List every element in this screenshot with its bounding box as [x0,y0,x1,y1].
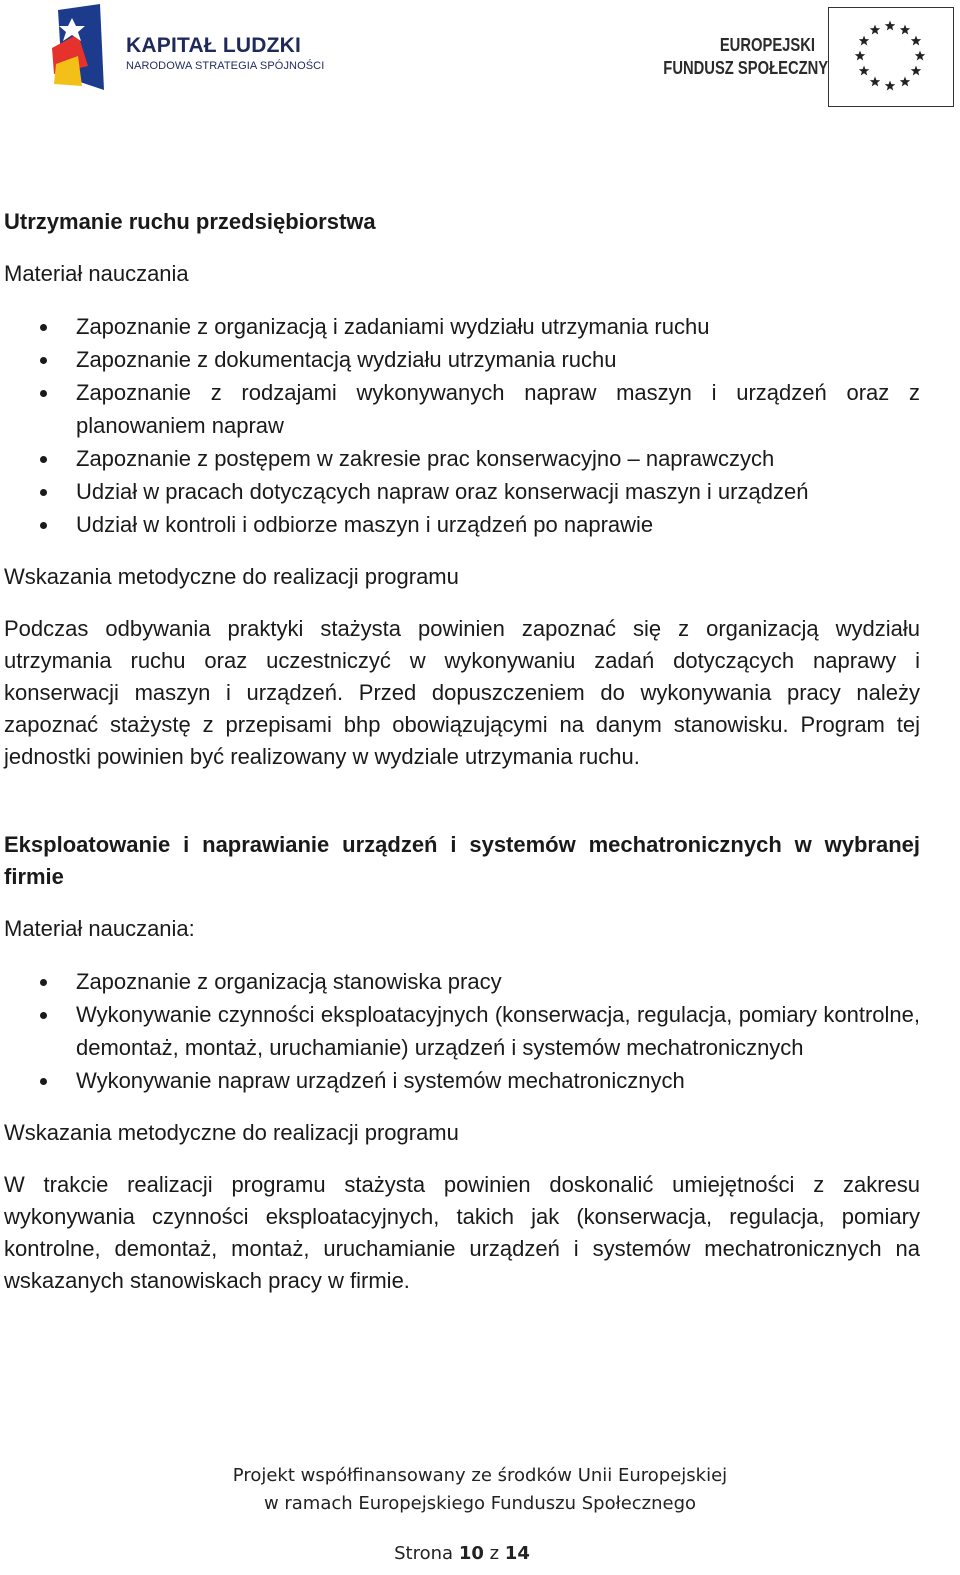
list-item-text: Zapoznanie z postępem w zakresie prac konserwacyjno – naprawczych [76,446,775,471]
eu-star-icon [870,76,880,86]
bullet-icon [40,1012,47,1019]
bullet-icon [40,489,47,496]
page-number-total: 14 [504,1543,530,1564]
eu-star-icon [855,51,865,61]
section1-method-label: Wskazania metodyczne do realizacji programu [4,564,459,589]
bullet-icon [40,390,47,397]
eu-flag-icon [829,8,952,105]
document-body [4,206,920,1297]
page-number-current: 10 [458,1543,484,1564]
list-item [4,1064,920,1097]
section2-list [4,965,920,1097]
bullet-icon [40,979,47,986]
section2-title: Eksploatowanie i naprawianie urządzeń i systemów mechatronicznych w wybranej firmie [4,832,920,889]
eu-star-icon [915,51,925,61]
list-item [4,376,920,442]
list-item-text: Zapoznanie z organizacją i zadaniami wydziału utrzymania ruchu [76,314,710,339]
page-header [0,0,960,120]
efs-logo-line1: EUROPEJSKI [719,35,815,55]
eu-star-icon [911,36,921,46]
kapital-ludzki-logo-icon [48,4,108,94]
page-footer [0,1462,960,1518]
list-item-text: Wykonywanie czynności eksploatacyjnych (konserwacja, regulacja, pomiary kontrolne, demontaż, montaż, uruchamianie) urządzeń i systemów mechatronicznych [76,1002,920,1060]
page-number [0,1543,924,1564]
list-item-text: Zapoznanie z organizacją stanowiska pracy [76,969,502,994]
eu-star-icon [900,25,910,35]
list-item-text: Zapoznanie z dokumentacją wydziału utrzymania ruchu [76,347,617,372]
eu-star-icon [911,66,921,76]
list-item [4,343,920,376]
eu-star-icon [859,66,869,76]
kapital-ludzki-subtitle: NARODOWA STRATEGIA SPÓJNOŚCI [126,60,325,72]
section2-body: W trakcie realizacji programu stażysta powinien doskonalić umiejętności z zakresu wykonywania czynności eksploatacyjnych, takich jak (konserwacja, regulacja, pomiary kontrolne, demontaż, montaż, uruchamianie urządzeń i systemów mechatronicznych na wskazanych stanowiskach pracy w firmie. [4,1172,920,1293]
eu-star-icon [870,25,880,35]
list-item [4,965,920,998]
list-item [4,998,920,1064]
list-item-text: Udział w kontroli i odbiorze maszyn i urządzeń po naprawie [76,512,654,537]
eu-star-icon [900,76,910,86]
efs-logo-line2: FUNDUSZ SPOŁECZNY [663,58,829,78]
kapital-ludzki-title: KAPITAŁ LUDZKI [126,34,302,57]
bullet-icon [40,357,47,364]
bullet-icon [40,324,47,331]
eu-star-icon [885,21,895,31]
list-item [4,310,920,343]
eu-star-icon [859,36,869,46]
list-item [4,508,920,541]
eu-flag [828,7,954,107]
section2-method-label: Wskazania metodyczne do realizacji programu [4,1120,459,1145]
section1-body: Podczas odbywania praktyki stażysta powinien zapoznać się z organizacją wydziału utrzymania ruchu oraz uczestniczyć w wykonywaniu zadań dotyczących naprawy i konserwacji maszyn i urządzeń. Przed dopuszczeniem do wykonywania pracy należy zapoznać stażystę z przepisami bhp obowiązującymi na danym stanowisku. Program tej jednostki powinien być realizowany w wydziale utrzymania ruchu. [4,616,920,769]
bullet-icon [40,456,47,463]
section1-title: Utrzymanie ruchu przedsiębiorstwa [4,209,376,234]
bullet-icon [40,1078,47,1085]
list-item-text: Zapoznanie z rodzajami wykonywanych napraw maszyn i urządzeń oraz z planowaniem napraw [76,380,920,438]
page-number-sep: z [489,1543,500,1564]
footer-line1: Projekt współfinansowany ze środków Unii Europejskiej [232,1465,728,1486]
bullet-icon [40,522,47,529]
page-number-prefix: Strona [394,1543,454,1564]
list-item [4,442,920,475]
section2-material-label: Materiał nauczania: [4,916,195,941]
list-item-text: Udział w pracach dotyczących napraw oraz konserwacji maszyn i urządzeń [76,479,809,504]
eu-star-icon [885,81,895,91]
kapital-ludzki-logo [48,4,348,94]
list-item-text: Wykonywanie napraw urządzeń i systemów mechatronicznych [76,1068,685,1093]
footer-line2: w ramach Europejskiego Funduszu Społecznego [263,1493,697,1514]
section1-material-label: Materiał nauczania [4,261,189,286]
list-item [4,475,920,508]
section1-list [4,310,920,541]
efs-logo-text [663,34,829,80]
